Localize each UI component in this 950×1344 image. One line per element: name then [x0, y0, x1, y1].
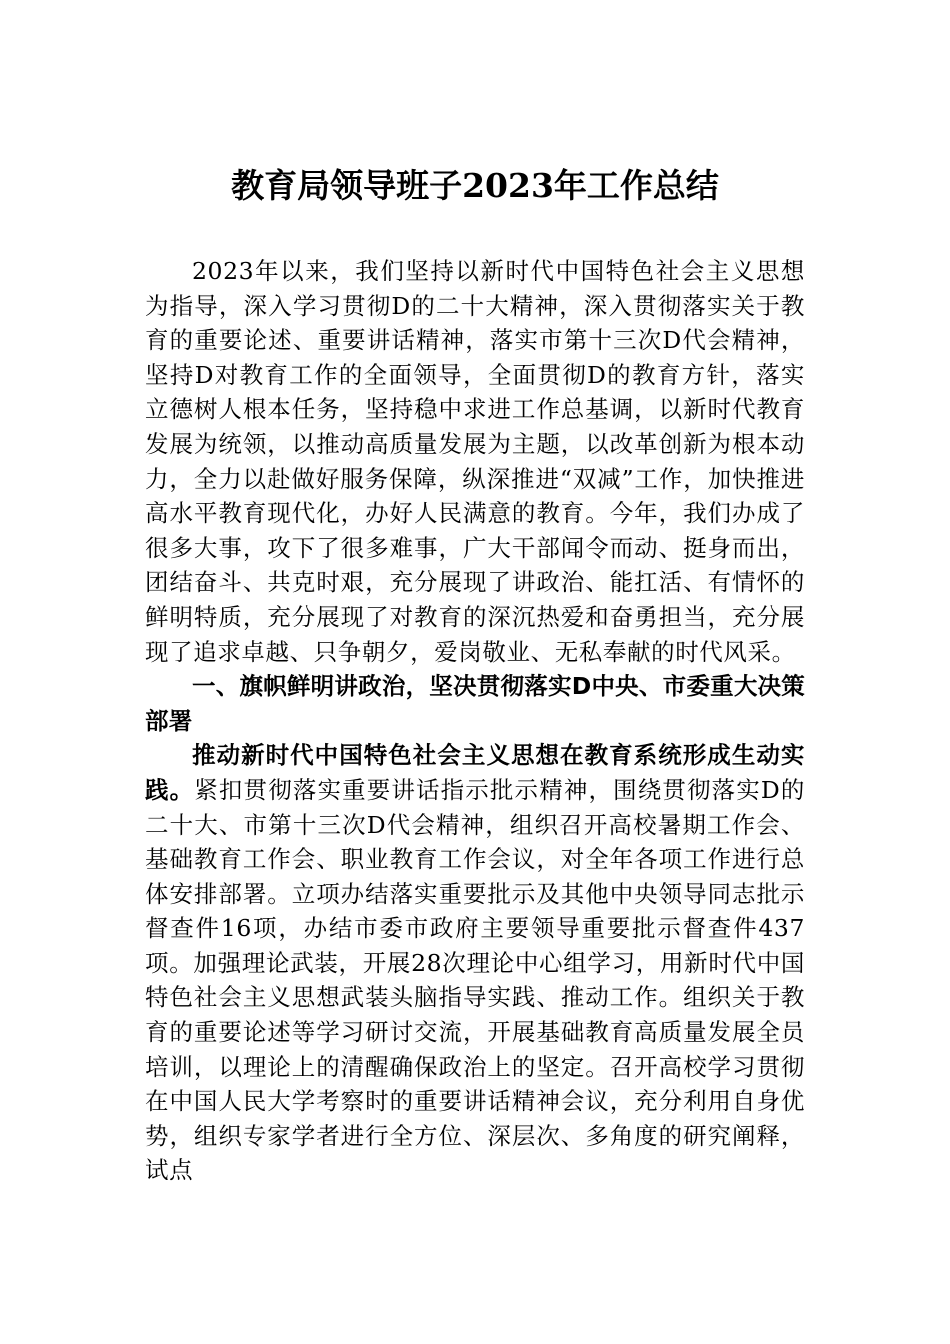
section-one-paragraph	[145, 738, 805, 1188]
section-one-heading: 一、旗帜鲜明讲政治，坚决贯彻落实D中央、市委重大决策部署	[145, 672, 805, 735]
section-one-body: 紧扣贯彻落实重要讲话指示批示精神，围绕贯彻落实D的二十大、市第十三次D代会精神，组织召开高校暑期工作会、基础教育工作会、职业教育工作会议，对全年各项工作进行总体安排部署。立项办结落实重要批示及其他中央领导同志批示督查件16项，办结市委市政府主要领导重要批示督查件437项。加强理论武装，开展28次理论中心组学习，用新时代中国特色社会主义思想武装头脑指导实践、推动工作。组织关于教育的重要论述等学习研讨交流，开展基础教育高质量发展全员培训，以理论上的清醒确保政治上的坚定。召开高校学习贯彻在中国人民大学考察时的重要讲话精神会议，充分利用自身优势，组织专家学者进行全方位、深层次、多角度的研究阐释，试点	[145, 775, 806, 1185]
document-title: 教育局领导班子2023年工作总结	[231, 166, 719, 205]
section-one-lead: 推动新时代中国特色社会主义思想在教育系统形成生动实践。	[145, 741, 805, 804]
intro-paragraph: 2023年以来，我们坚持以新时代中国特色社会主义思想为指导，深入学习贯彻D的二十大精神，深入贯彻落实关于教育的重要论述、重要讲话精神，落实市第十三次D代会精神，坚持D对教育工作的全面领导，全面贯彻D的教育方针，落实立德树人根本任务，坚持稳中求进工作总基调，以新时代教育发展为统领，以推动高质量发展为主题，以改革创新为根本动力，全力以赴做好服务保障，纵深推进“双减”工作，加快推进高水平教育现代化，办好人民满意的教育。今年，我们办成了很多大事，攻下了很多难事，广大干部闻令而动、挺身而出，团结奋斗、共克时艰，充分展现了讲政治、能扛活、有情怀的鲜明特质，充分展现了对教育的深沉热爱和奋勇担当，充分展现了追求卓越、只争朝夕，爱岗敬业、无私奉献的时代风采。	[145, 257, 805, 666]
document-body	[145, 254, 805, 1188]
